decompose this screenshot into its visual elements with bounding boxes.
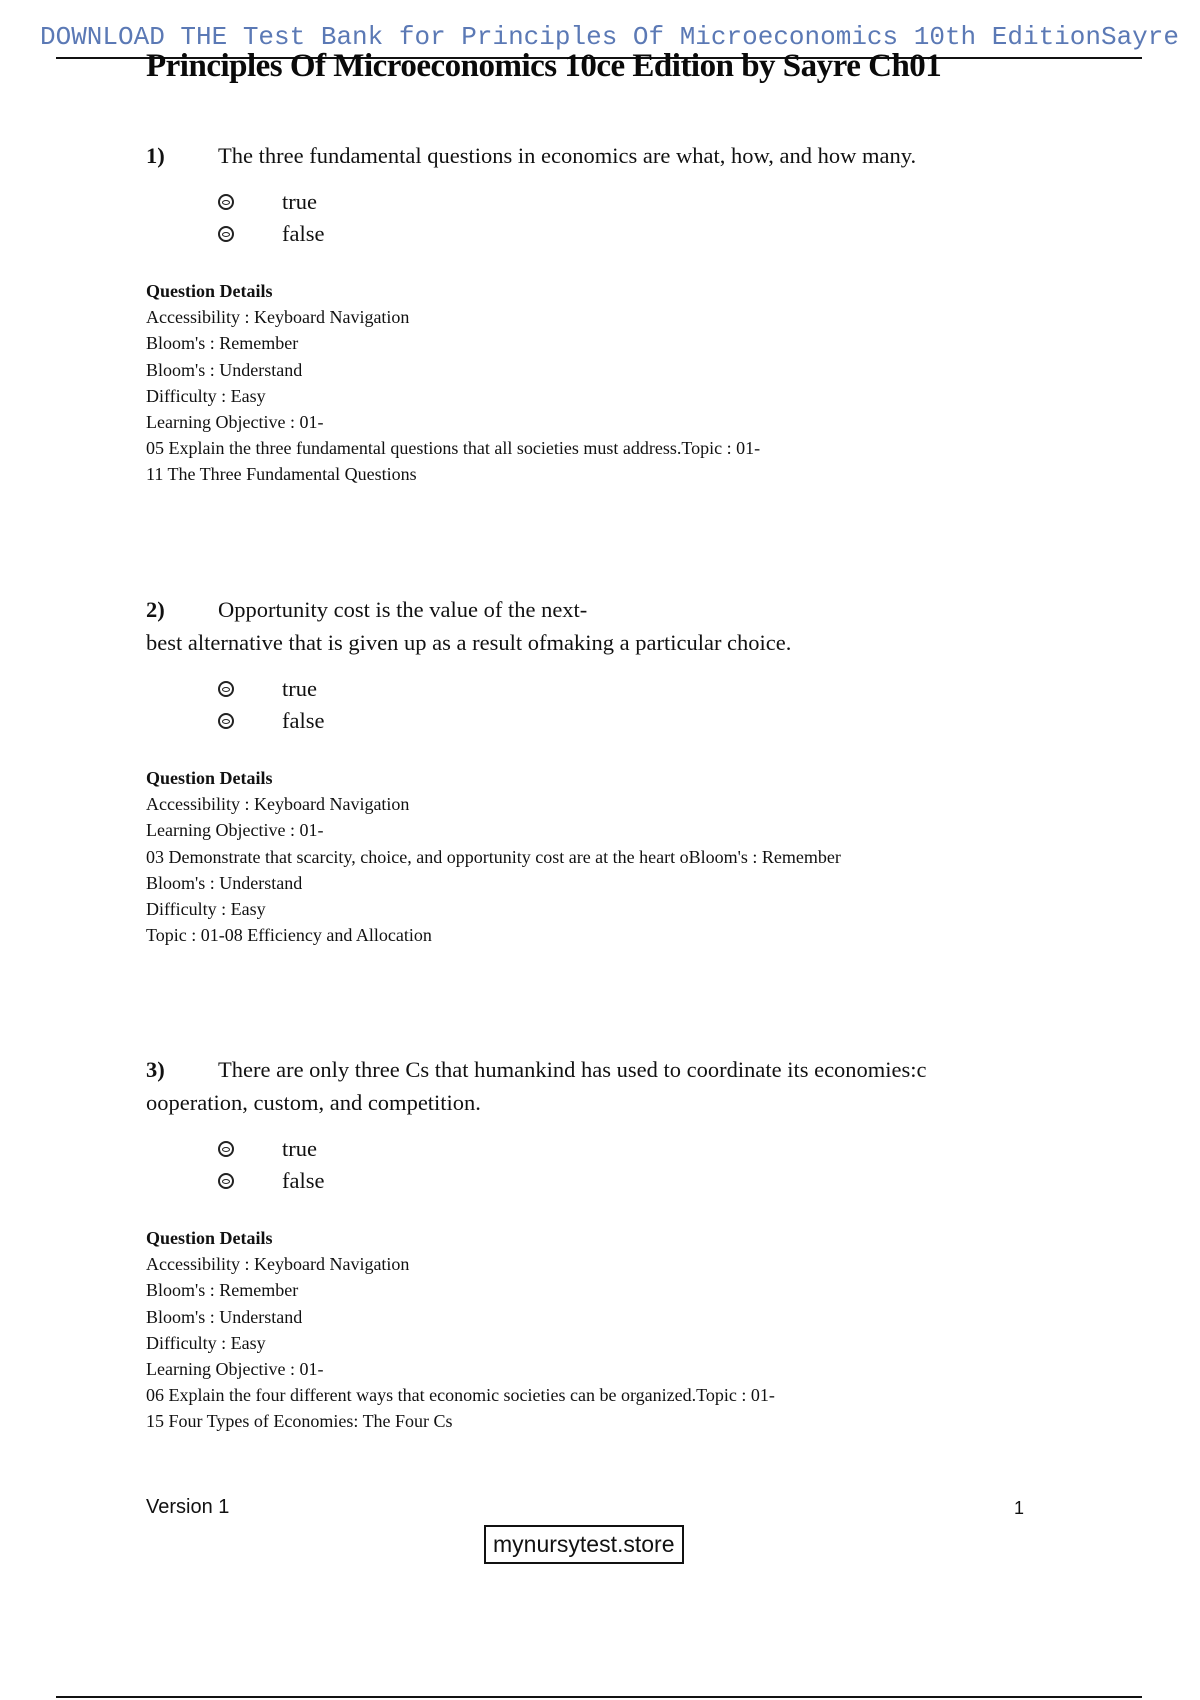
details-line: Difficulty : Easy (146, 899, 266, 920)
option-label: true (282, 676, 317, 701)
answer-options (218, 1133, 1046, 1197)
radio-icon[interactable] (218, 713, 234, 729)
question-details (146, 278, 1046, 488)
question-2 (146, 593, 1046, 948)
details-line: Bloom's : Remember (146, 1280, 299, 1301)
details-line: 05 Explain the three fundamental questions that all societies must address.Topic : 01- (146, 438, 761, 459)
details-line: Learning Objective : 01- (146, 1359, 324, 1380)
details-line: 15 Four Types of Economies: The Four Cs (146, 1411, 453, 1432)
question-text (146, 1053, 1046, 1119)
details-heading: Question Details (146, 281, 273, 301)
answer-options (218, 673, 1046, 737)
question-line: best alternative that is given up as a result ofmaking a particular choice. (146, 630, 792, 655)
bottom-divider (56, 1696, 1142, 1698)
question-text (146, 139, 1046, 172)
radio-icon[interactable] (218, 194, 234, 210)
details-line: Topic : 01-08 Efficiency and Allocation (146, 925, 432, 946)
details-line: Bloom's : Understand (146, 872, 303, 893)
option-label: false (282, 708, 325, 733)
site-watermark: mynursytest.store (484, 1525, 684, 1564)
question-details (146, 765, 1046, 948)
radio-icon[interactable] (218, 1173, 234, 1189)
details-line: Learning Objective : 01- (146, 820, 324, 841)
details-line: Accessibility : Keyboard Navigation (146, 307, 410, 328)
radio-icon[interactable] (218, 1141, 234, 1157)
question-line: Opportunity cost is the value of the next- (218, 597, 588, 622)
details-line: Learning Objective : 01- (146, 412, 324, 433)
option-label: true (282, 1136, 317, 1161)
details-line: 06 Explain the four different ways that economic societies can be organized.Topic : 01- (146, 1385, 775, 1406)
option-false[interactable] (218, 218, 1046, 250)
details-line: Difficulty : Easy (146, 385, 266, 406)
question-details (146, 1225, 1046, 1435)
details-heading: Question Details (146, 1228, 273, 1248)
details-line: 11 The Three Fundamental Questions (146, 464, 417, 485)
radio-icon[interactable] (218, 226, 234, 242)
details-line: Accessibility : Keyboard Navigation (146, 1254, 410, 1275)
details-line: 03 Demonstrate that scarcity, choice, and opportunity cost are at the heart oBloom's : Remember (146, 846, 841, 867)
details-line: Bloom's : Understand (146, 359, 303, 380)
option-false[interactable] (218, 1165, 1046, 1197)
document-title: Principles Of Microeconomics 10ce Edition by Sayre Ch01 (146, 48, 942, 84)
question-number: 3) (146, 1057, 165, 1082)
details-line: Accessibility : Keyboard Navigation (146, 794, 410, 815)
details-heading: Question Details (146, 768, 273, 788)
option-true[interactable] (218, 1133, 1046, 1165)
download-banner: DOWNLOAD THE Test Bank for Principles Of Microeconomics 10th EditionSayre (40, 22, 1179, 52)
version-label: Version 1 (146, 1496, 230, 1518)
option-true[interactable] (218, 186, 1046, 218)
radio-icon[interactable] (218, 681, 234, 697)
option-label: true (282, 189, 317, 214)
question-number: 2) (146, 597, 165, 622)
question-line: There are only three Cs that humankind has used to coordinate its economies:c (218, 1057, 927, 1082)
details-line: Difficulty : Easy (146, 1332, 266, 1353)
details-line: Bloom's : Remember (146, 333, 299, 354)
details-line: Bloom's : Understand (146, 1306, 303, 1327)
question-1 (146, 139, 1046, 488)
question-line: The three fundamental questions in economics are what, how, and how many. (218, 143, 917, 168)
page-number: 1 (1014, 1498, 1025, 1518)
question-number: 1) (146, 143, 165, 168)
option-label: false (282, 221, 325, 246)
question-text (146, 593, 1046, 659)
option-label: false (282, 1168, 325, 1193)
option-true[interactable] (218, 673, 1046, 705)
question-3 (146, 1053, 1046, 1435)
option-false[interactable] (218, 705, 1046, 737)
question-line: ooperation, custom, and competition. (146, 1090, 481, 1115)
answer-options (218, 186, 1046, 250)
